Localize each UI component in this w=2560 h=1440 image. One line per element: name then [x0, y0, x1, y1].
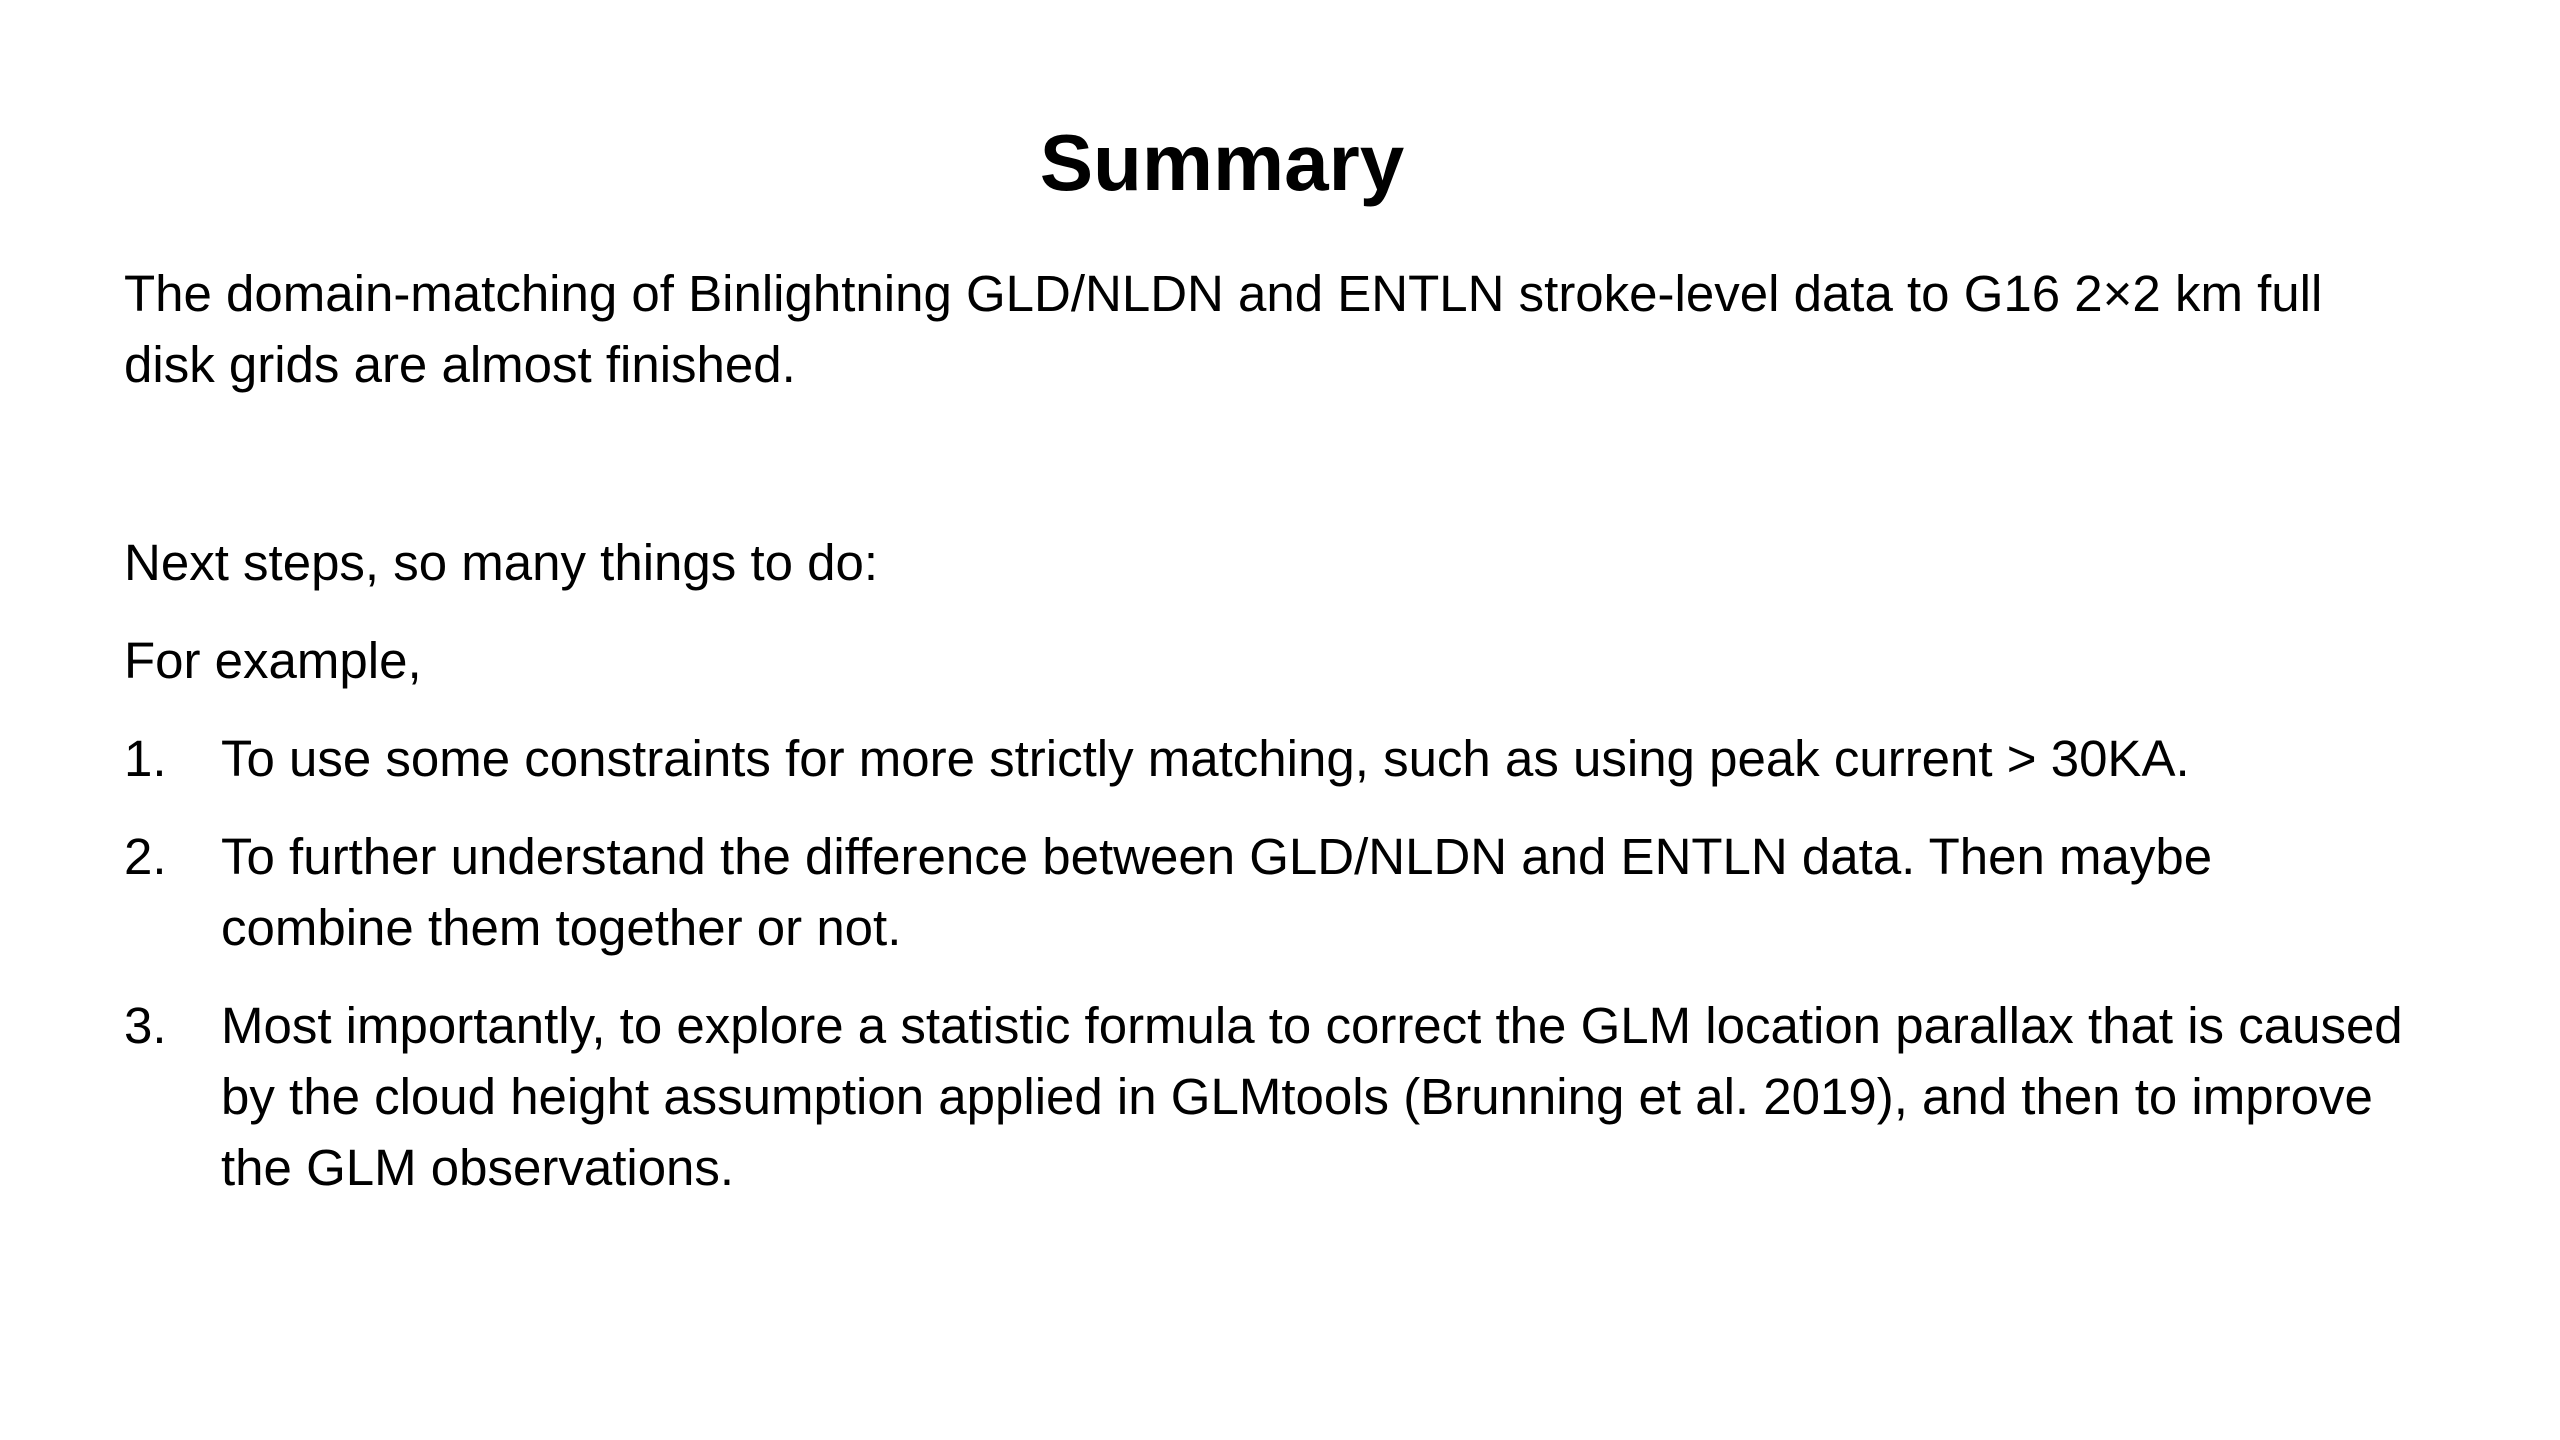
example-lead-paragraph: For example, [124, 632, 422, 689]
list-item [124, 990, 2414, 1203]
slide-title: Summary [1039, 118, 1405, 207]
list-item-text: To use some constraints for more strictly matching, such as using peak current > 30KA. [221, 730, 2190, 787]
list-item [124, 821, 2414, 963]
slide-body [124, 258, 2414, 1230]
list-item-text: Most importantly, to explore a statistic formula to correct the GLM location parallax that is caused by the cloud height assumption applied in GLMtools (Brunning et al. 2019), and then to improve the GLM observations. [221, 997, 2403, 1196]
list-item-number: 3. [124, 997, 167, 1054]
list-item-number: 2. [124, 828, 167, 885]
list-item-number: 1. [124, 730, 167, 787]
intro-paragraph: The domain-matching of Binlightning GLD/NLDN and ENTLN stroke-level data to G16 2×2 km full disk grids are almost finished. [124, 265, 2323, 393]
steps-list [124, 723, 2414, 1203]
list-item [124, 723, 2414, 794]
next-steps-paragraph: Next steps, so many things to do: [124, 534, 879, 591]
list-item-text: To further understand the difference between GLD/NLDN and ENTLN data. Then maybe combine them together or not. [221, 828, 2213, 956]
